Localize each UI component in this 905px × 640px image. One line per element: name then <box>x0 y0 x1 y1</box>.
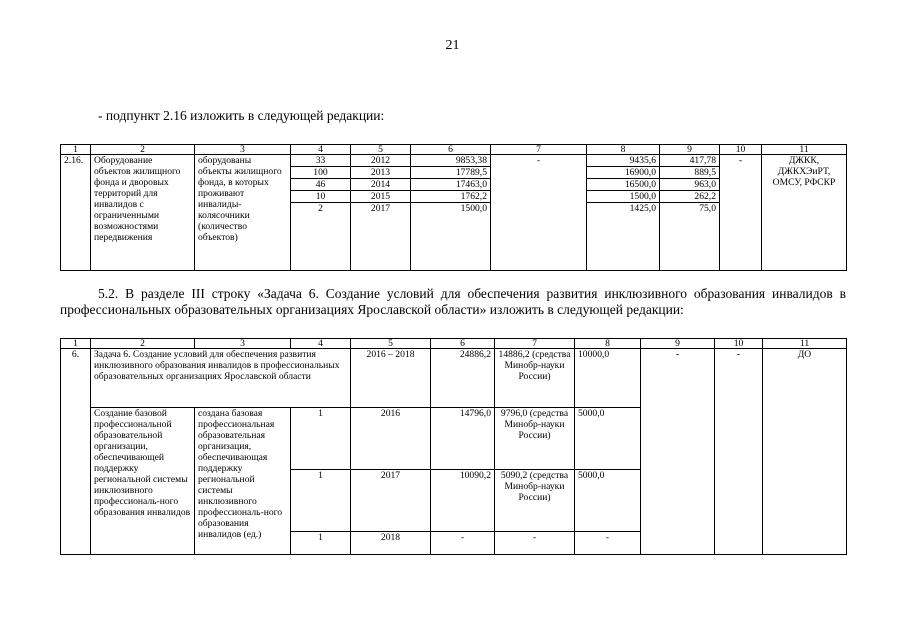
year-cell: 2016 <box>351 408 431 470</box>
row-number: 2.16. <box>61 155 91 271</box>
page-number: 21 <box>445 38 460 53</box>
year-cell: 2013 <box>351 167 411 179</box>
value-cell: 1 <box>291 532 351 555</box>
table-task-6 <box>60 338 847 555</box>
regional-cell: 1500,0 <box>587 191 660 203</box>
regional-cell: 5000,0 <box>575 408 641 470</box>
header-cell: 5 <box>351 339 431 349</box>
header-cell: 6 <box>411 145 491 155</box>
federal-cell: 5090,2 (средства Минобр-науки России) <box>495 470 575 532</box>
header-cell: 4 <box>291 145 351 155</box>
measure-name: Создание базовой профессиональной образовательной организации, обеспечивающей поддержку региональной системы инклюзивного профессиональ-ного образования инвалидов <box>91 408 195 555</box>
year-cell: 2012 <box>351 155 411 167</box>
total-cell: 1762,2 <box>411 191 491 203</box>
year-cell: 2017 <box>351 203 411 271</box>
executor-cell: ДЖКК, ДЖКХЭиРТ, ОМСУ, РФСКР <box>762 155 847 271</box>
table-header-row <box>61 145 847 155</box>
header-cell: 2 <box>91 145 195 155</box>
header-cell: 6 <box>431 339 495 349</box>
header-cell: 10 <box>715 339 763 349</box>
value-cell: 100 <box>291 167 351 179</box>
header-cell: 10 <box>720 145 762 155</box>
result-description: создана базовая профессиональная образовательная организация, обеспечивающая поддержку региональной системы инклюзивного профессиональ-ного образования инвалидов (ед.) <box>195 408 291 555</box>
task-col9: - <box>641 349 715 555</box>
task-col10: - <box>715 349 763 555</box>
value-cell: 1 <box>291 408 351 470</box>
local-cell: 963,0 <box>660 179 720 191</box>
header-cell: 9 <box>641 339 715 349</box>
year-cell: 2014 <box>351 179 411 191</box>
regional-cell: 16900,0 <box>587 167 660 179</box>
value-cell: 46 <box>291 179 351 191</box>
total-cell: 14796,0 <box>431 408 495 470</box>
measure-name: Оборудование объектов жилищного фонда и дворовых территорий для инвалидов с ограниченными возможностями передвижения <box>91 155 195 271</box>
table-header-row <box>61 339 847 349</box>
year-cell: 2017 <box>351 470 431 532</box>
header-cell: 3 <box>195 339 291 349</box>
header-cell: 11 <box>762 145 847 155</box>
value-cell: 33 <box>291 155 351 167</box>
table-row <box>61 349 847 408</box>
table-subpoint-2-16 <box>60 144 847 271</box>
header-cell: 4 <box>291 339 351 349</box>
regional-cell: 5000,0 <box>575 470 641 532</box>
task-description: Задача 6. Создание условий для обеспечения развития инклюзивного образования инвалидов в профессиональных образовательных организациях Ярославской области <box>91 349 351 408</box>
header-cell: 5 <box>351 145 411 155</box>
paragraph-subpoint: - подпункт 2.16 изложить в следующей редакции: <box>98 108 385 123</box>
other-cell: - <box>720 155 762 271</box>
total-cell: 17789,5 <box>411 167 491 179</box>
header-cell: 9 <box>660 145 720 155</box>
local-cell: 262,2 <box>660 191 720 203</box>
total-cell: - <box>431 532 495 555</box>
value-cell: 1 <box>291 470 351 532</box>
header-cell: 11 <box>763 339 847 349</box>
header-cell: 8 <box>575 339 641 349</box>
year-cell: 2018 <box>351 532 431 555</box>
task-total: 24886,2 <box>431 349 495 408</box>
regional-cell: - <box>575 532 641 555</box>
task-federal: 14886,2 (средства Минобр-науки России) <box>495 349 575 408</box>
result-description: оборудованы объекты жилищного фонда, в которых проживают инвалиды-колясочники (количество объектов) <box>195 155 291 271</box>
value-cell: 2 <box>291 203 351 271</box>
total-cell: 17463,0 <box>411 179 491 191</box>
local-cell: 75,0 <box>660 203 720 271</box>
federal-cell: - <box>495 532 575 555</box>
regional-cell: 1425,0 <box>587 203 660 271</box>
header-cell: 2 <box>91 339 195 349</box>
table-row <box>61 155 847 167</box>
paragraph-section-5-2: 5.2. В разделе III строку «Задача 6. Создание условий для обеспечения развития инклюзивного образования инвалидов в профессиональных образовательных организациях Ярославской области» изложить в следующей редакции: <box>60 286 846 317</box>
local-cell: 417,78 <box>660 155 720 167</box>
value-cell: 10 <box>291 191 351 203</box>
header-cell: 1 <box>61 339 91 349</box>
federal-cell: - <box>491 155 587 271</box>
regional-cell: 16500,0 <box>587 179 660 191</box>
total-cell: 10090,2 <box>431 470 495 532</box>
header-cell: 3 <box>195 145 291 155</box>
year-cell: 2015 <box>351 191 411 203</box>
task-executor: ДО <box>763 349 847 555</box>
header-cell: 1 <box>61 145 91 155</box>
header-cell: 7 <box>491 145 587 155</box>
header-cell: 7 <box>495 339 575 349</box>
federal-cell: 9796,0 (средства Минобр-науки России) <box>495 408 575 470</box>
total-cell: 9853,38 <box>411 155 491 167</box>
header-cell: 8 <box>587 145 660 155</box>
task-years: 2016 – 2018 <box>351 349 431 408</box>
total-cell: 1500,0 <box>411 203 491 271</box>
task-number: 6. <box>61 349 91 555</box>
regional-cell: 9435,6 <box>587 155 660 167</box>
task-regional: 10000,0 <box>575 349 641 408</box>
local-cell: 889,5 <box>660 167 720 179</box>
